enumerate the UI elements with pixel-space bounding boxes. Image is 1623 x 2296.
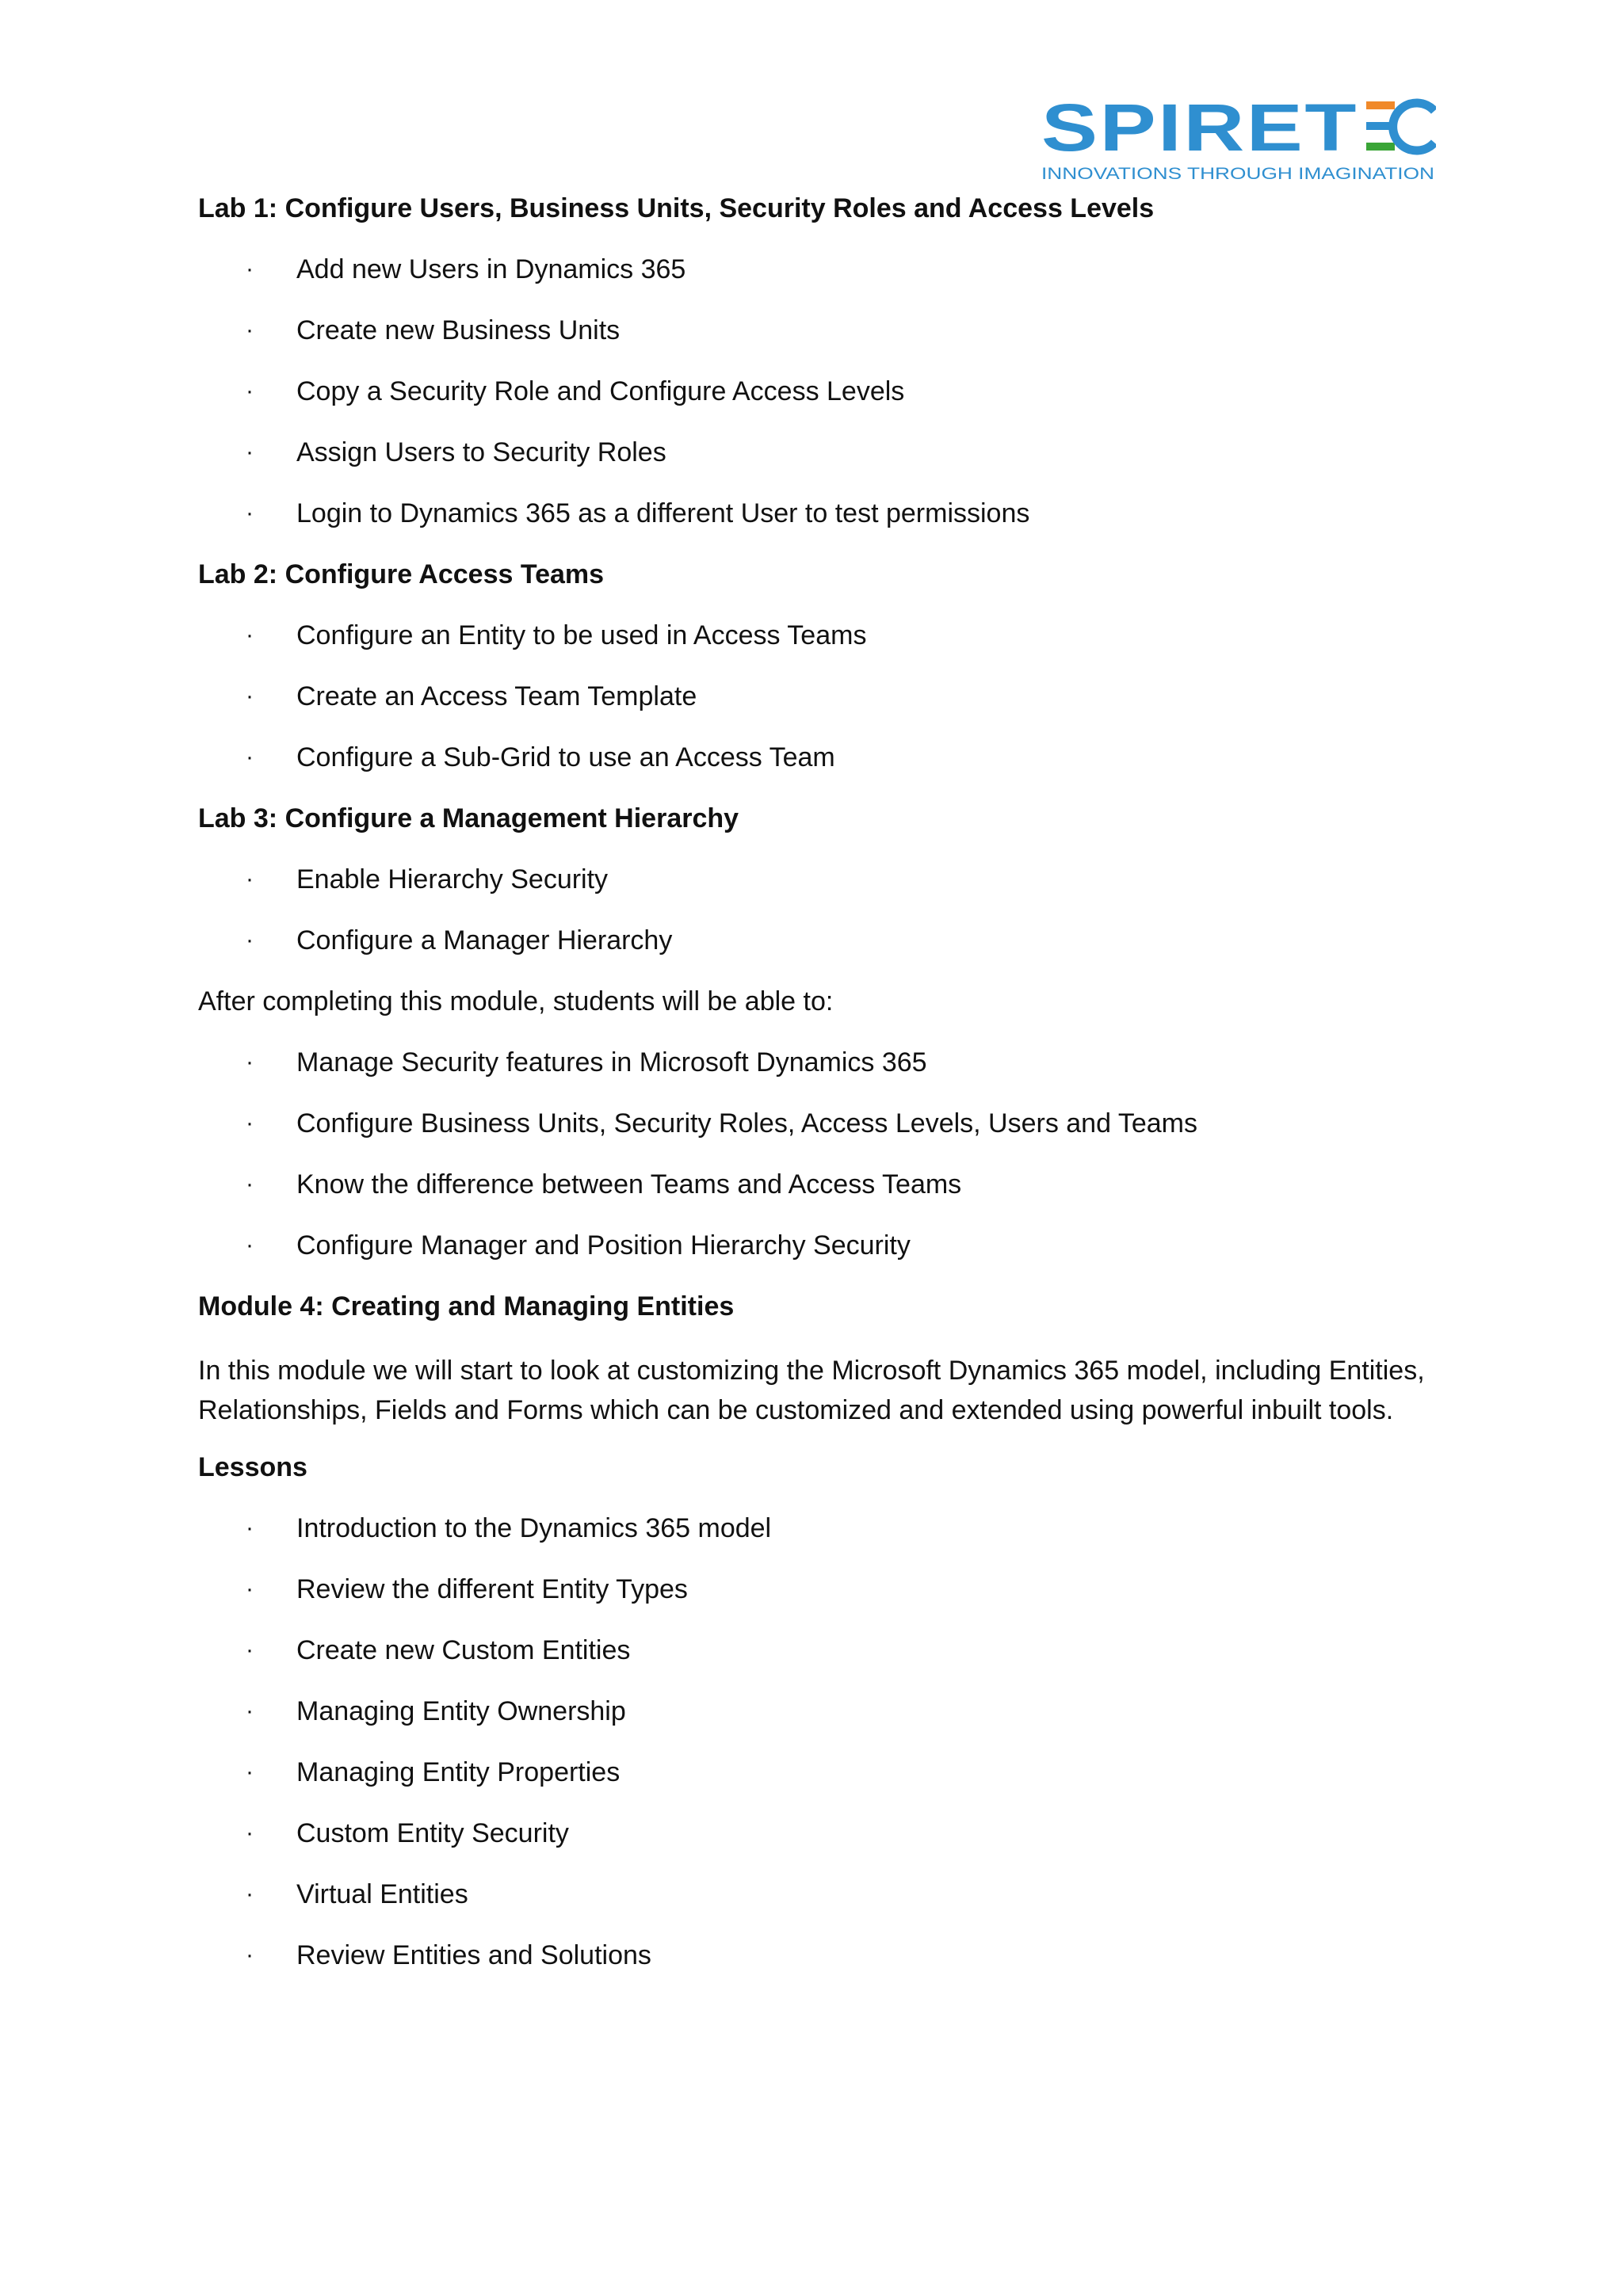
lab1-heading: Lab 1: Configure Users, Business Units, Security Roles and Access Levels bbox=[198, 193, 1155, 223]
list-item: · Configure Business Units, Security Roles, Access Levels, Users and Teams bbox=[246, 1108, 1197, 1138]
bullet-icon: · bbox=[246, 1881, 254, 1907]
bullet-icon: · bbox=[246, 1110, 254, 1136]
lab2-heading: Lab 2: Configure Access Teams bbox=[198, 559, 605, 589]
bullet-icon: · bbox=[246, 378, 254, 404]
list-item: · Configure an Entity to be used in Access Teams bbox=[246, 620, 867, 650]
bullet-icon: · bbox=[246, 683, 254, 709]
bullet-icon: · bbox=[246, 1049, 254, 1075]
module4-description: In this module we will start to look at customizing the Microsoft Dynamics 365 model, including Entities, Relationships, Fields and Forms which can be customized and extended using powerful inbuilt tools. bbox=[198, 1356, 1425, 1425]
list-item: · Configure a Manager Hierarchy bbox=[246, 925, 673, 955]
bullet-icon: · bbox=[246, 256, 254, 282]
logo-tagline: INNOVATIONS THROUGH IMAGINATION bbox=[1041, 165, 1434, 183]
list-item: · Create new Business Units bbox=[246, 315, 621, 345]
list-item: · Managing Entity Ownership bbox=[246, 1696, 626, 1726]
list-item: · Enable Hierarchy Security bbox=[246, 864, 609, 894]
bullet-icon: · bbox=[246, 927, 254, 953]
list-item: · Copy a Security Role and Configure Access Levels bbox=[246, 376, 905, 406]
logo-e-saffron-bar bbox=[1366, 101, 1395, 109]
list-item: · Manage Security features in Microsoft Dynamics 365 bbox=[246, 1047, 927, 1077]
list-item: · Login to Dynamics 365 as a different User to test permissions bbox=[246, 498, 1030, 528]
list-item: · Virtual Entities bbox=[246, 1879, 468, 1909]
spiretec-logo bbox=[1040, 93, 1436, 189]
list-item: · Managing Entity Properties bbox=[246, 1757, 621, 1787]
bullet-icon: · bbox=[246, 1232, 254, 1258]
list-item: · Configure Manager and Position Hierarchy Security bbox=[246, 1230, 911, 1261]
bullet-icon: · bbox=[246, 1515, 254, 1541]
logo-c-letter bbox=[1393, 103, 1434, 151]
module4-heading: Module 4: Creating and Managing Entities bbox=[198, 1291, 735, 1322]
bullet-icon: · bbox=[246, 1759, 254, 1785]
lab3-list bbox=[198, 863, 1434, 957]
logo-e-green-bar bbox=[1366, 143, 1395, 151]
outcomes-intro: After completing this module, students will be able to: bbox=[198, 986, 834, 1016]
bullet-icon: · bbox=[246, 439, 254, 465]
list-item: · Custom Entity Security bbox=[246, 1818, 569, 1848]
list-item: · Assign Users to Security Roles bbox=[246, 437, 666, 467]
document-body bbox=[198, 192, 1434, 2000]
lab1-list bbox=[198, 253, 1434, 530]
bullet-icon: · bbox=[246, 1698, 254, 1724]
list-item: · Create new Custom Entities bbox=[246, 1635, 631, 1665]
lessons-list bbox=[198, 1512, 1434, 1972]
outcomes-list bbox=[198, 1046, 1434, 1262]
logo-wordmark-spire: SPIRET bbox=[1041, 93, 1358, 165]
list-item: · Add new Users in Dynamics 365 bbox=[246, 254, 686, 284]
bullet-icon: · bbox=[246, 1171, 254, 1197]
bullet-icon: · bbox=[246, 622, 254, 648]
bullet-icon: · bbox=[246, 1576, 254, 1602]
logo-graphic bbox=[1040, 93, 1436, 189]
bullet-icon: · bbox=[246, 1637, 254, 1663]
bullet-icon: · bbox=[246, 1820, 254, 1846]
lab2-list bbox=[198, 619, 1434, 774]
bullet-icon: · bbox=[246, 1942, 254, 1968]
bullet-icon: · bbox=[246, 866, 254, 892]
bullet-icon: · bbox=[246, 744, 254, 770]
list-item: · Configure a Sub-Grid to use an Access Team bbox=[246, 742, 835, 772]
list-item: · Create an Access Team Template bbox=[246, 681, 697, 711]
list-item: · Review the different Entity Types bbox=[246, 1574, 688, 1604]
lessons-heading: Lessons bbox=[198, 1452, 307, 1482]
bullet-icon: · bbox=[246, 500, 254, 526]
list-item: · Know the difference between Teams and Access Teams bbox=[246, 1169, 962, 1199]
list-item: · Review Entities and Solutions bbox=[246, 1940, 651, 1970]
lab3-heading: Lab 3: Configure a Management Hierarchy bbox=[198, 803, 739, 833]
list-item: · Introduction to the Dynamics 365 model bbox=[246, 1513, 772, 1543]
bullet-icon: · bbox=[246, 317, 254, 343]
